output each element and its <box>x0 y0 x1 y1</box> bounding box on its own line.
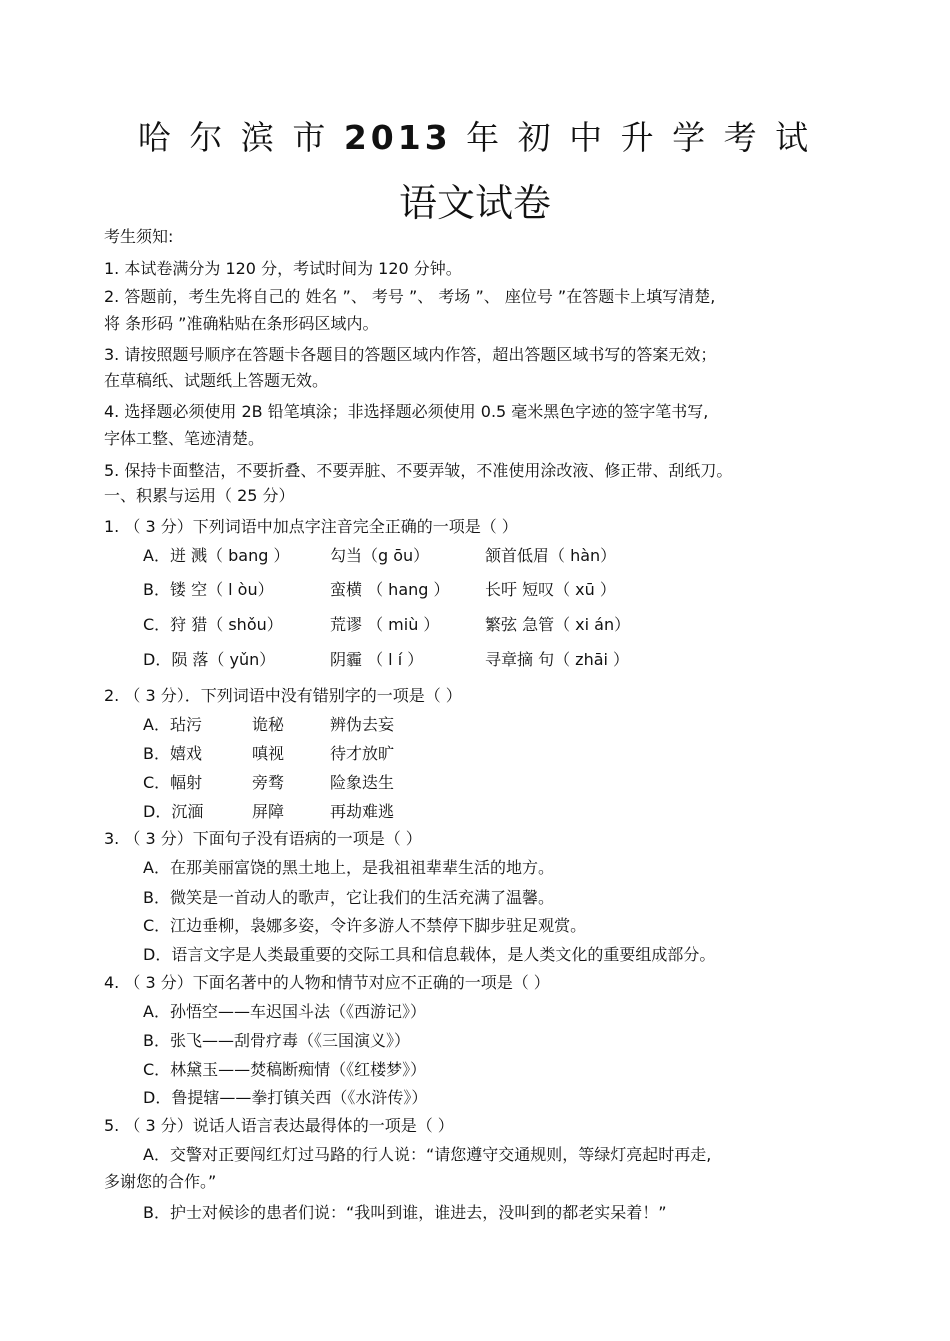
q4-option-d: D．鲁提辖——拳打镇关西（《水浒传》） <box>143 1088 428 1107</box>
q2-option-a-3: 辨伪去妄 <box>330 715 395 734</box>
q1-option-b-2: 蛮横 （ hang ） <box>330 580 450 599</box>
question-2-stem: 2. （ 3 分）．下列词语中没有错别字的一项是（ ） <box>104 686 462 705</box>
exam-subtitle: 语文试卷 <box>398 181 551 225</box>
q1-option-c-3: 繁弦 急管（ xi án） <box>485 615 631 634</box>
q2-option-d-2: 屏障 <box>252 802 285 821</box>
q1-option-a-1: A．迸 溅（ bang ） <box>143 546 290 565</box>
q1-option-c-2: 荒谬 （ miù ） <box>330 615 440 634</box>
q1-option-d-3: 寻章摘 句（ zhāi ） <box>485 650 630 669</box>
notice-item: 3. 请按照题号顺序在答题卡各题目的答题区域内作答，超出答题区域书写的答案无效； <box>104 345 717 364</box>
q2-option-c-3: 险象迭生 <box>330 773 395 792</box>
section-heading: 一、积累与运用（ 25 分） <box>104 486 295 505</box>
q1-option-b-1: B．镂 空（ l òu） <box>143 580 274 599</box>
notice-item: 5. 保持卡面整洁，不要折叠、不要弄脏、不要弄皱，不准使用涂改液、修正带、刮纸刀。 <box>104 461 733 480</box>
q2-option-b-1: B．嬉戏 <box>143 744 202 763</box>
title-suffix: 年 初 中 升 学 考 试 <box>451 118 813 157</box>
notice-item: 4. 选择题必须使用 2B 铅笔填涂；非选择题必须使用 0.5 毫米黑色字迹的签字笔书写, <box>104 402 709 421</box>
q4-option-c: C．林黛玉——焚稿断痴情（《红楼梦》） <box>143 1060 427 1079</box>
notice-heading: 考生须知: <box>104 227 174 246</box>
question-3-stem: 3. （ 3 分）下面句子没有语病的一项是（ ） <box>104 829 422 848</box>
question-4-stem: 4. （ 3 分）下面名著中的人物和情节对应不正确的一项是（ ） <box>104 973 550 992</box>
question-1-stem: 1. （ 3 分）下列词语中加点字注音完全正确的一项是（ ） <box>104 517 518 536</box>
q5-option-b: B．护士对候诊的患者们说：“我叫到谁，谁进去，没叫到的都老实呆着！” <box>143 1203 667 1222</box>
q1-option-d-2: 阴霾 （ l í ） <box>330 650 424 669</box>
q3-option-a: A．在那美丽富饶的黑土地上，是我祖祖辈辈生活的地方。 <box>143 858 554 877</box>
q3-option-b: B．微笑是一首动人的歌声，它让我们的生活充满了温馨。 <box>143 888 554 907</box>
q4-option-b: B．张飞——刮骨疗毒（《三国演义》） <box>143 1031 410 1050</box>
notice-item: 字体工整、笔迹清楚。 <box>104 429 265 448</box>
q1-option-b-3: 长吁 短叹（ xū ） <box>485 580 616 599</box>
q5-option-a-cont: 多谢您的合作。” <box>104 1172 217 1191</box>
notice-item: 在草稿纸、试题纸上答题无效。 <box>104 371 329 390</box>
title-year: 2013 <box>343 118 452 157</box>
q1-option-a-2: 勾当（g ōu） <box>330 546 430 565</box>
exam-title <box>0 112 950 159</box>
q2-option-c-2: 旁骛 <box>252 773 285 792</box>
notice-item: 将 条形码 ”准确粘贴在条形码区域内。 <box>104 314 379 333</box>
q1-option-d-1: D．陨 落（ yǔn） <box>143 650 276 669</box>
title-prefix: 哈 尔 滨 市 <box>137 118 344 157</box>
q2-option-a-2: 诡秘 <box>252 715 285 734</box>
q2-option-b-3: 待才放旷 <box>330 744 395 763</box>
q2-option-d-3: 再劫难逃 <box>330 802 395 821</box>
q2-option-c-1: C．幅射 <box>143 773 203 792</box>
q4-option-a: A．孙悟空——车迟国斗法（《西游记》） <box>143 1002 426 1021</box>
q2-option-d-1: D．沉湎 <box>143 802 204 821</box>
q2-option-b-2: 嗔视 <box>252 744 285 763</box>
q3-option-d: D．语言文字是人类最重要的交际工具和信息载体，是人类文化的重要组成部分。 <box>143 945 716 964</box>
notice-item: 2. 答题前，考生先将自己的 姓名 ”、 考号 ”、 考场 ”、 座位号 ”在答题卡上填写清楚, <box>104 287 716 306</box>
question-5-stem: 5. （ 3 分）说话人语言表达最得体的一项是（ ） <box>104 1116 454 1135</box>
notice-item: 1. 本试卷满分为 120 分，考试时间为 120 分钟。 <box>104 259 462 278</box>
q3-option-c: C．江边垂柳，袅娜多姿，令许多游人不禁停下脚步驻足观赏。 <box>143 916 587 935</box>
q2-option-a-1: A．玷污 <box>143 715 202 734</box>
q1-option-a-3: 颔首低眉（ hàn） <box>485 546 617 565</box>
q5-option-a: A．交警对正要闯红灯过马路的行人说：“请您遵守交通规则，等绿灯亮起时再走, <box>143 1145 712 1164</box>
q1-option-c-1: C．狩 猎（ shǒu） <box>143 615 283 634</box>
